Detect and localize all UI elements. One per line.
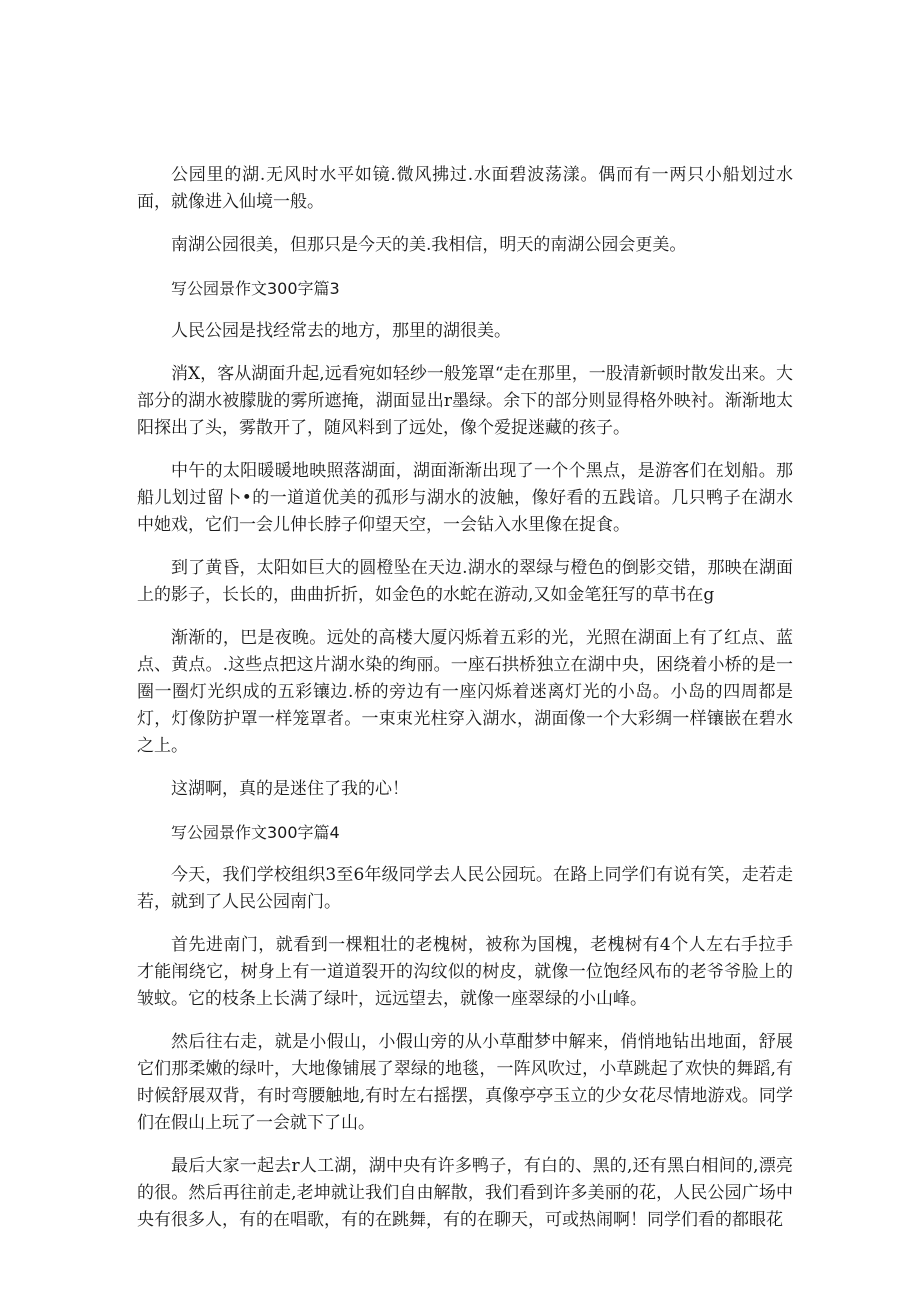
paragraph-lake-calm: 公园里的湖.无风时水平如镜.微风拂过.水面碧波荡漾。偶而有一两只小船划过水面，就像进入仙境一般。 — [137, 165, 793, 212]
paragraph-people-park-intro: 人民公园是找经常去的地方，那里的湖很美。 — [171, 321, 511, 341]
paragraph-dusk-sunset: 到了黄昏，太阳如巨大的圆橙坠在天边.湖水的翠绿与橙色的倒影交错，那映在湖面上的影子，长长的，曲曲折折，如金色的水蛇在游动,又如金笔狂写的草书在g — [137, 558, 793, 605]
paragraph-noon-boats: 中午的太阳暖暖地映照落湖面，湖面渐渐出现了一个个黑点，是游客们在划船。那船儿划过留卜•的一道道优美的孤形与湖水的波触，像好看的五践谙。几只鸭子在湖水中她戏，它们一会儿伸长脖子仰望天空，一会钻入水里像在捉食。 — [137, 461, 793, 535]
paragraph-night-lights: 渐渐的，巴是夜晚。远处的高楼大厦闪烁着五彩的光，光照在湖面上有了红点、蓝点、黄点。.这些点把这片湖水染的绚丽。一座石拱桥独立在湖中央，困绕着小桥的是一圈一圈灯光织成的五彩镶边.桥的旁边有一座闪烁着迷离灯光的小岛。小岛的四周都是灯，灯像防护罩一样笼罩者。一束束光柱穿入湖水，湖面像一个大彩绸一样镶嵌在碧水之上。 — [137, 628, 793, 756]
paragraph-artificial-lake: 最后大家一起去r人工湖，湖中央有许多鸭子，有白的、黑的,还有黑白相间的,漂亮的很。然后再往前走,老坤就让我们自由解散，我们看到许多美丽的花，人民公园广场中央有很多人，有的在唱歌，有的在跳舞，有的在聊天，可或热闹啊！同学们看的都眼花 — [137, 1156, 793, 1230]
paragraph-old-locust-tree: 首先进南门，就看到一棵粗壮的老槐树，被称为国槐，老槐树有4个人左右手拉手才能闱绕它，树身上有一道道裂开的沟纹似的树皮，就像一位饱经风布的老爷爷脸上的皱蚊。它的枝条上长满了绿叶，远远望去，就像一座翠绿的小山峰。 — [137, 935, 793, 1009]
paragraph-school-trip: 今天，我们学校组织3至6年级同学去人民公园玩。在路上同学们有说有笑，走若走若，就到了人民公园南门。 — [137, 865, 793, 912]
paragraph-nanhu-park: 南湖公园很美，但那只是今天的美.我相信，明天的南湖公园会更美。 — [171, 235, 687, 255]
paragraph-lake-charm: 这湖啊，真的是迷住了我的心！ — [171, 779, 409, 799]
paragraph-morning-mist: 消X，客从湖面升起,远看宛如轻纱一般笼罩“走在那里，一股清新顿时散发出来。大部分的湖水被朦胧的雾所遮掩，湖面显出r墨绿。余下的部分则显得格外映衬。渐渐地太阳探出了头，雾散开了，随风料到了远处，像个爱捉迷藏的孩子。 — [137, 364, 793, 438]
paragraph-rockery-grass: 然后往右走，就是小假山，小假山旁的从小草酣梦中解来，俏悄地钻出地面，舒展它们那柔嫩的绿叶，大地像铺展了翠绿的地毯，一阵风吹过，小草跳起了欢快的舞蹈,有时候舒展双背，有时弯腰触地,有时左右摇摆，真像亭亭玉立的少女花尽情地游戏。同学们在假山上玩了一会就下了山。 — [137, 1032, 793, 1133]
section-heading-4: 写公园景作文300字篇4 — [171, 823, 340, 842]
document-body — [137, 162, 793, 1250]
section-heading-3: 写公园景作文300字篇3 — [171, 279, 340, 298]
